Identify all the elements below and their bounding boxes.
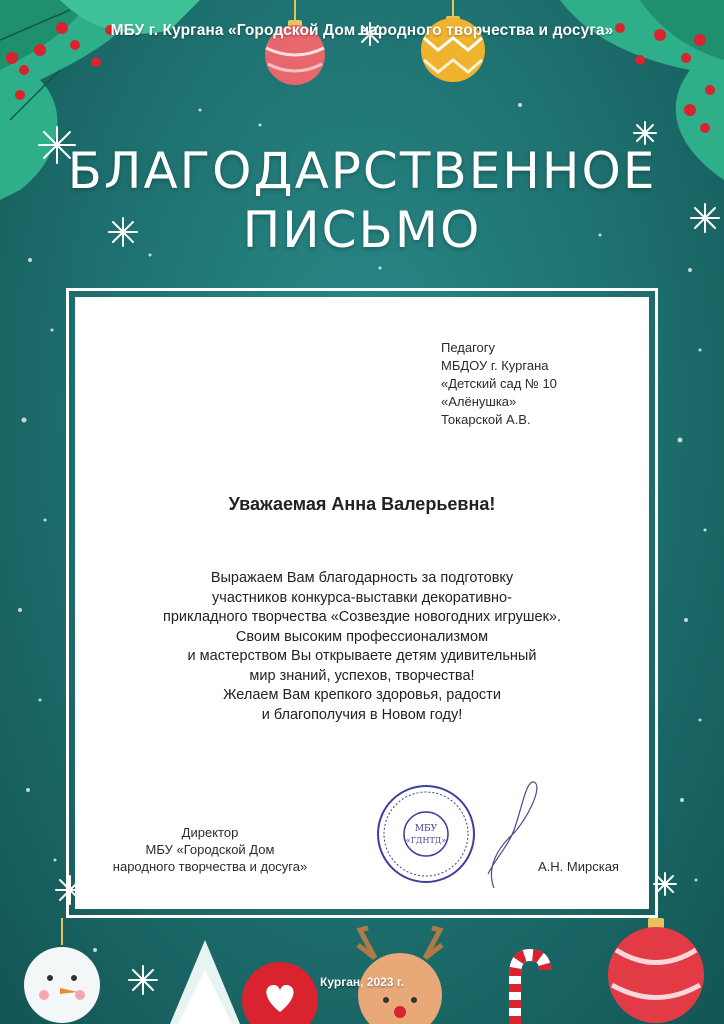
recipient-line: «Алёнушка» xyxy=(441,394,517,409)
body-line: Своим высоким профессионализмом xyxy=(235,628,489,645)
stamp-text-bottom: «ГДНТД» xyxy=(405,836,447,845)
official-stamp xyxy=(376,778,546,890)
recipient-line: Педагогу xyxy=(441,340,496,355)
candy-cane xyxy=(515,955,545,1024)
place-year: Курган, 2023 г. xyxy=(320,975,404,989)
position-line: МБУ «Городской Дом xyxy=(145,842,275,857)
stamp-text-top: МБУ xyxy=(414,824,438,834)
position-line: Директор xyxy=(181,825,239,840)
bottom-decorations xyxy=(24,918,704,1024)
body-line: Выражаем Вам благодарность за подготовку xyxy=(210,570,514,586)
director-position xyxy=(80,824,340,875)
recipient-line: МБДОУ г. Кургана xyxy=(441,358,549,373)
title-line-2: ПИСЬМО xyxy=(242,201,482,259)
red-ornament-right xyxy=(608,918,704,1023)
body-line: мир знаний, успехов, творчества! xyxy=(249,667,475,684)
greeting: Уважаемая Анна Валерьевна! xyxy=(228,494,496,514)
organization-header: МБУ г. Кургана «Городской Дом народного творчества и досуга» xyxy=(110,22,614,39)
position-line: народного творчества и досуга» xyxy=(112,859,308,874)
snowman-ornament xyxy=(24,918,100,1023)
heart-ornament xyxy=(242,962,318,1024)
handwritten-signature xyxy=(488,782,537,888)
letter-body xyxy=(110,569,614,725)
recipient-block xyxy=(441,339,641,429)
title-line-1: БЛАГОДАРСТВЕННОЕ xyxy=(67,142,657,200)
body-line: прикладного творчества «Созвездие новогодних игрушек». xyxy=(162,609,562,625)
ornament-pink xyxy=(265,0,325,85)
signer-name: А.Н. Мирская xyxy=(538,859,619,874)
recipient-line: Токарской А.В. xyxy=(441,412,531,427)
recipient-line: «Детский сад № 10 xyxy=(441,376,557,391)
body-line: и благополучия в Новом году! xyxy=(261,706,463,723)
body-line: участников конкурса-выставки декоративно- xyxy=(212,589,512,606)
stamp-seal xyxy=(378,786,474,882)
ornament-yellow xyxy=(421,0,485,82)
body-line: Желаем Вам крепкого здоровья, радости xyxy=(223,687,501,703)
body-line: и мастерством Вы открываете детям удивительный xyxy=(187,648,537,664)
